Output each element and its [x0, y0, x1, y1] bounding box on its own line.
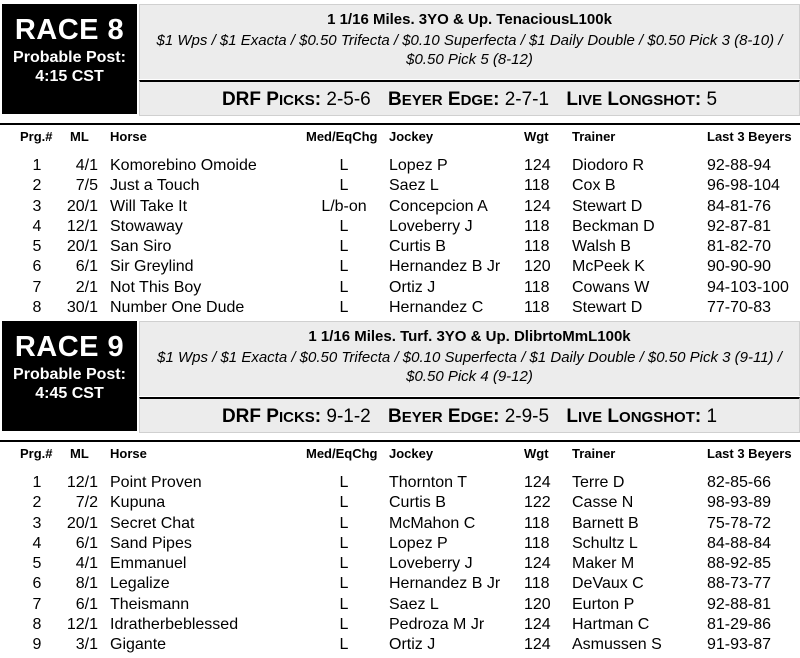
- cell-trainer: Casse N: [572, 494, 634, 512]
- cell-wgt: 124: [524, 555, 551, 573]
- cell-ml: 20/1: [66, 197, 98, 215]
- beyer-edge-label: BEYER EDGE:: [388, 406, 500, 427]
- race-picks: [139, 397, 800, 433]
- column-header-row: [0, 440, 800, 464]
- cell-jockey: Lopez P: [389, 157, 448, 174]
- cell-jockey: Saez L: [389, 595, 439, 613]
- table-row: [0, 493, 800, 513]
- cell-ml: 12/1: [66, 217, 98, 235]
- race-9-section: [0, 321, 800, 654]
- table-row: [0, 534, 800, 554]
- cell-wgt: 124: [524, 616, 551, 634]
- cell-beyers: 82-85-66: [707, 474, 772, 491]
- cell-horse: Emmanuel: [110, 555, 187, 573]
- post-label: Probable Post:: [13, 366, 126, 383]
- cell-jockey: Lopez P: [389, 534, 448, 552]
- table-row: [0, 473, 800, 493]
- cell-prg: 6: [32, 258, 42, 276]
- col-prg: Prg.#: [20, 129, 53, 144]
- table-row: [0, 156, 800, 176]
- cell-beyers: 91-93-87: [707, 636, 772, 654]
- cell-trainer: DeVaux C: [572, 575, 644, 593]
- cell-wgt: 118: [524, 514, 550, 532]
- cell-beyers: 98-93-89: [707, 494, 772, 512]
- cell-prg: 8: [32, 616, 42, 634]
- live-longshot-label: LIVE LONGSHOT:: [566, 406, 702, 427]
- drf-picks-value: 2-5-6: [326, 89, 371, 110]
- table-row: [0, 278, 800, 298]
- drf-picks-label: DRF PICKS:: [221, 89, 322, 110]
- table-row: [0, 514, 800, 534]
- cell-ml: 4/1: [75, 157, 98, 174]
- col-beyers: Last 3 Beyers: [707, 129, 792, 144]
- cell-horse: Just a Touch: [110, 177, 200, 195]
- cell-med: L: [339, 278, 349, 296]
- cell-med: L: [339, 157, 349, 174]
- cell-trainer: Asmussen S: [572, 636, 662, 654]
- live-longshot-value: 1: [706, 406, 718, 427]
- cell-wgt: 120: [524, 258, 551, 276]
- cell-wgt: 124: [524, 636, 551, 654]
- col-med: Med/EqChg: [306, 129, 378, 144]
- cell-trainer: Cox B: [572, 177, 616, 195]
- cell-jockey: Saez L: [389, 177, 439, 195]
- cell-jockey: McMahon C: [389, 514, 476, 532]
- cell-horse: Idratherbeblessed: [110, 616, 239, 634]
- race-header: [0, 321, 800, 431]
- cell-med: L: [339, 217, 349, 235]
- cell-horse: Theismann: [110, 595, 190, 613]
- cell-wgt: 118: [524, 299, 550, 317]
- cell-wgt: 118: [524, 575, 550, 593]
- race-wagers: $1 Wps / $1 Exacta / $0.50 Trifecta / $0.10 Superfecta / $1 Daily Double / $0.50 Pick 3 (8-10) / $0.50 Pick 5 (8-12): [156, 32, 783, 68]
- cell-ml: 12/1: [66, 616, 98, 634]
- col-beyers: Last 3 Beyers: [707, 446, 792, 461]
- cell-prg: 3: [32, 514, 42, 532]
- cell-wgt: 118: [524, 177, 550, 195]
- cell-med: L: [339, 299, 349, 317]
- cell-wgt: 118: [524, 238, 550, 256]
- cell-prg: 7: [32, 595, 42, 613]
- entries-table: [0, 473, 800, 656]
- cell-beyers: 92-88-81: [707, 595, 772, 613]
- table-row: [0, 217, 800, 237]
- race-8-section: [0, 4, 800, 317]
- column-header-row: [0, 123, 800, 147]
- race-number-box: [2, 321, 137, 431]
- race-info: [139, 321, 800, 396]
- cell-beyers: 81-29-86: [707, 616, 772, 634]
- cell-trainer: Barnett B: [572, 514, 639, 532]
- post-label: Probable Post:: [13, 49, 126, 66]
- cell-med: L: [339, 616, 349, 634]
- cell-ml: 12/1: [66, 474, 98, 491]
- cell-prg: 1: [32, 157, 42, 174]
- col-ml: ML: [70, 446, 89, 461]
- cell-jockey: Concepcion A: [389, 197, 488, 215]
- cell-trainer: Stewart D: [572, 299, 643, 317]
- cell-wgt: 124: [524, 157, 551, 174]
- cell-jockey: Loveberry J: [389, 555, 473, 573]
- col-jockey: Jockey: [389, 129, 434, 144]
- cell-med: L: [339, 177, 349, 195]
- race-conditions: 1 1/16 Miles. Turf. 3YO & Up. DlibrtoMmL100k: [308, 328, 631, 345]
- cell-med: L: [339, 238, 349, 256]
- cell-beyers: 84-88-84: [707, 534, 772, 552]
- cell-horse: Will Take It: [110, 197, 188, 215]
- cell-ml: 20/1: [66, 238, 98, 256]
- cell-trainer: Maker M: [572, 555, 635, 573]
- col-jockey: Jockey: [389, 446, 434, 461]
- cell-trainer: Walsh B: [572, 238, 631, 256]
- cell-horse: Point Proven: [110, 474, 202, 491]
- cell-prg: 2: [32, 494, 42, 512]
- cell-wgt: 118: [524, 278, 550, 296]
- table-row: [0, 176, 800, 196]
- cell-horse: Sir Greylind: [110, 258, 194, 276]
- cell-beyers: 92-88-94: [707, 157, 772, 174]
- cell-beyers: 96-98-104: [707, 177, 780, 195]
- cell-ml: 7/2: [75, 494, 98, 512]
- cell-prg: 9: [32, 636, 42, 654]
- cell-wgt: 124: [524, 197, 551, 215]
- cell-med: L: [339, 474, 349, 491]
- cell-ml: 20/1: [66, 514, 98, 532]
- col-prg: Prg.#: [20, 446, 53, 461]
- cell-ml: 8/1: [75, 575, 98, 593]
- beyer-edge-value: 2-9-5: [504, 406, 550, 427]
- cell-horse: Sand Pipes: [110, 534, 192, 552]
- cell-med: L: [339, 258, 349, 276]
- cell-ml: 7/5: [75, 177, 98, 195]
- cell-jockey: Hernandez C: [389, 299, 484, 317]
- cell-jockey: Hernandez B Jr: [389, 258, 501, 276]
- race-wagers: $1 Wps / $1 Exacta / $0.50 Trifecta / $0.10 Superfecta / $1 Daily Double / $0.50 Pick 3 (9-11) / $0.50 Pick 4 (9-12): [157, 349, 782, 385]
- cell-horse: Stowaway: [110, 217, 183, 235]
- post-time: 4:15 CST: [35, 68, 104, 85]
- col-wgt: Wgt: [524, 129, 549, 144]
- cell-horse: Secret Chat: [110, 514, 195, 532]
- cell-horse: Komorebino Omoide: [110, 157, 257, 174]
- cell-horse: Kupuna: [110, 494, 166, 512]
- cell-ml: 2/1: [75, 278, 98, 296]
- table-row: [0, 635, 800, 655]
- col-med: Med/EqChg: [306, 446, 378, 461]
- col-ml: ML: [70, 129, 89, 144]
- cell-wgt: 118: [524, 217, 550, 235]
- live-longshot-value: 5: [706, 89, 718, 110]
- cell-prg: 7: [32, 278, 42, 296]
- table-row: [0, 595, 800, 615]
- cell-wgt: 118: [524, 534, 550, 552]
- cell-prg: 5: [32, 238, 42, 256]
- race-header: [0, 4, 800, 114]
- entries-table: [0, 156, 800, 318]
- cell-jockey: Ortiz J: [389, 636, 436, 654]
- cell-beyers: 84-81-76: [707, 197, 772, 215]
- cell-med: L/b-on: [321, 197, 367, 215]
- cell-trainer: McPeek K: [572, 258, 645, 276]
- cell-ml: 4/1: [75, 555, 98, 573]
- table-row: [0, 237, 800, 257]
- table-row: [0, 554, 800, 574]
- cell-beyers: 92-87-81: [707, 217, 772, 235]
- race-title: RACE 8: [14, 14, 125, 46]
- cell-med: L: [339, 636, 349, 654]
- table-row: [0, 197, 800, 217]
- cell-prg: 3: [32, 197, 42, 215]
- cell-prg: 4: [32, 217, 42, 235]
- cell-prg: 1: [32, 474, 42, 491]
- col-trainer: Trainer: [572, 129, 616, 144]
- cell-jockey: Curtis B: [389, 238, 446, 256]
- cell-ml: 6/1: [75, 534, 98, 552]
- beyer-edge-value: 2-7-1: [504, 89, 550, 110]
- cell-trainer: Hartman C: [572, 616, 650, 634]
- cell-jockey: Hernandez B Jr: [389, 575, 501, 593]
- cell-prg: 5: [32, 555, 42, 573]
- cell-trainer: Schultz L: [572, 534, 638, 552]
- cell-ml: 30/1: [66, 299, 98, 317]
- cell-horse: Legalize: [110, 575, 170, 593]
- cell-prg: 2: [32, 177, 42, 195]
- drf-picks-label: DRF PICKS:: [221, 406, 322, 427]
- race-conditions: 1 1/16 Miles. 3YO & Up. TenaciousL100k: [327, 11, 612, 28]
- cell-horse: San Siro: [110, 238, 172, 256]
- race-number-box: [2, 4, 137, 114]
- cell-horse: Number One Dude: [110, 299, 245, 317]
- cell-prg: 8: [32, 299, 42, 317]
- cell-wgt: 124: [524, 474, 551, 491]
- race-picks: [139, 80, 800, 116]
- cell-horse: Not This Boy: [110, 278, 202, 296]
- cell-med: L: [339, 534, 349, 552]
- cell-prg: 6: [32, 575, 42, 593]
- beyer-edge-label: BEYER EDGE:: [388, 89, 500, 110]
- cell-jockey: Loveberry J: [389, 217, 473, 235]
- cell-beyers: 88-73-77: [707, 575, 772, 593]
- cell-med: L: [339, 494, 349, 512]
- col-trainer: Trainer: [572, 446, 616, 461]
- cell-jockey: Ortiz J: [389, 278, 436, 296]
- cell-med: L: [339, 575, 349, 593]
- cell-ml: 6/1: [75, 258, 98, 276]
- cell-trainer: Stewart D: [572, 197, 643, 215]
- cell-jockey: Pedroza M Jr: [389, 616, 485, 634]
- cell-med: L: [339, 555, 349, 573]
- cell-trainer: Eurton P: [572, 595, 635, 613]
- table-row: [0, 298, 800, 318]
- cell-jockey: Curtis B: [389, 494, 446, 512]
- post-time: 4:45 CST: [35, 385, 104, 402]
- cell-prg: 4: [32, 534, 42, 552]
- cell-beyers: 75-78-72: [707, 514, 772, 532]
- cell-ml: 3/1: [75, 636, 98, 654]
- cell-trainer: Terre D: [572, 474, 625, 491]
- cell-med: L: [339, 514, 349, 532]
- race-title: RACE 9: [14, 331, 125, 363]
- table-row: [0, 574, 800, 594]
- cell-jockey: Thornton T: [389, 474, 467, 491]
- cell-med: L: [339, 595, 349, 613]
- race-info: [139, 4, 800, 79]
- live-longshot-label: LIVE LONGSHOT:: [566, 89, 702, 110]
- cell-beyers: 81-82-70: [707, 238, 772, 256]
- cell-wgt: 122: [524, 494, 551, 512]
- cell-beyers: 77-70-83: [707, 299, 772, 317]
- drf-picks-value: 9-1-2: [326, 406, 371, 427]
- col-horse: Horse: [110, 446, 147, 461]
- cell-wgt: 120: [524, 595, 551, 613]
- cell-beyers: 94-103-100: [707, 278, 789, 296]
- table-row: [0, 257, 800, 277]
- col-wgt: Wgt: [524, 446, 549, 461]
- cell-trainer: Cowans W: [572, 278, 650, 296]
- col-horse: Horse: [110, 129, 147, 144]
- cell-horse: Gigante: [110, 636, 167, 654]
- cell-trainer: Beckman D: [572, 217, 655, 235]
- cell-beyers: 90-90-90: [707, 258, 772, 276]
- cell-beyers: 88-92-85: [707, 555, 772, 573]
- cell-ml: 6/1: [75, 595, 98, 613]
- cell-trainer: Diodoro R: [572, 157, 645, 174]
- table-row: [0, 615, 800, 635]
